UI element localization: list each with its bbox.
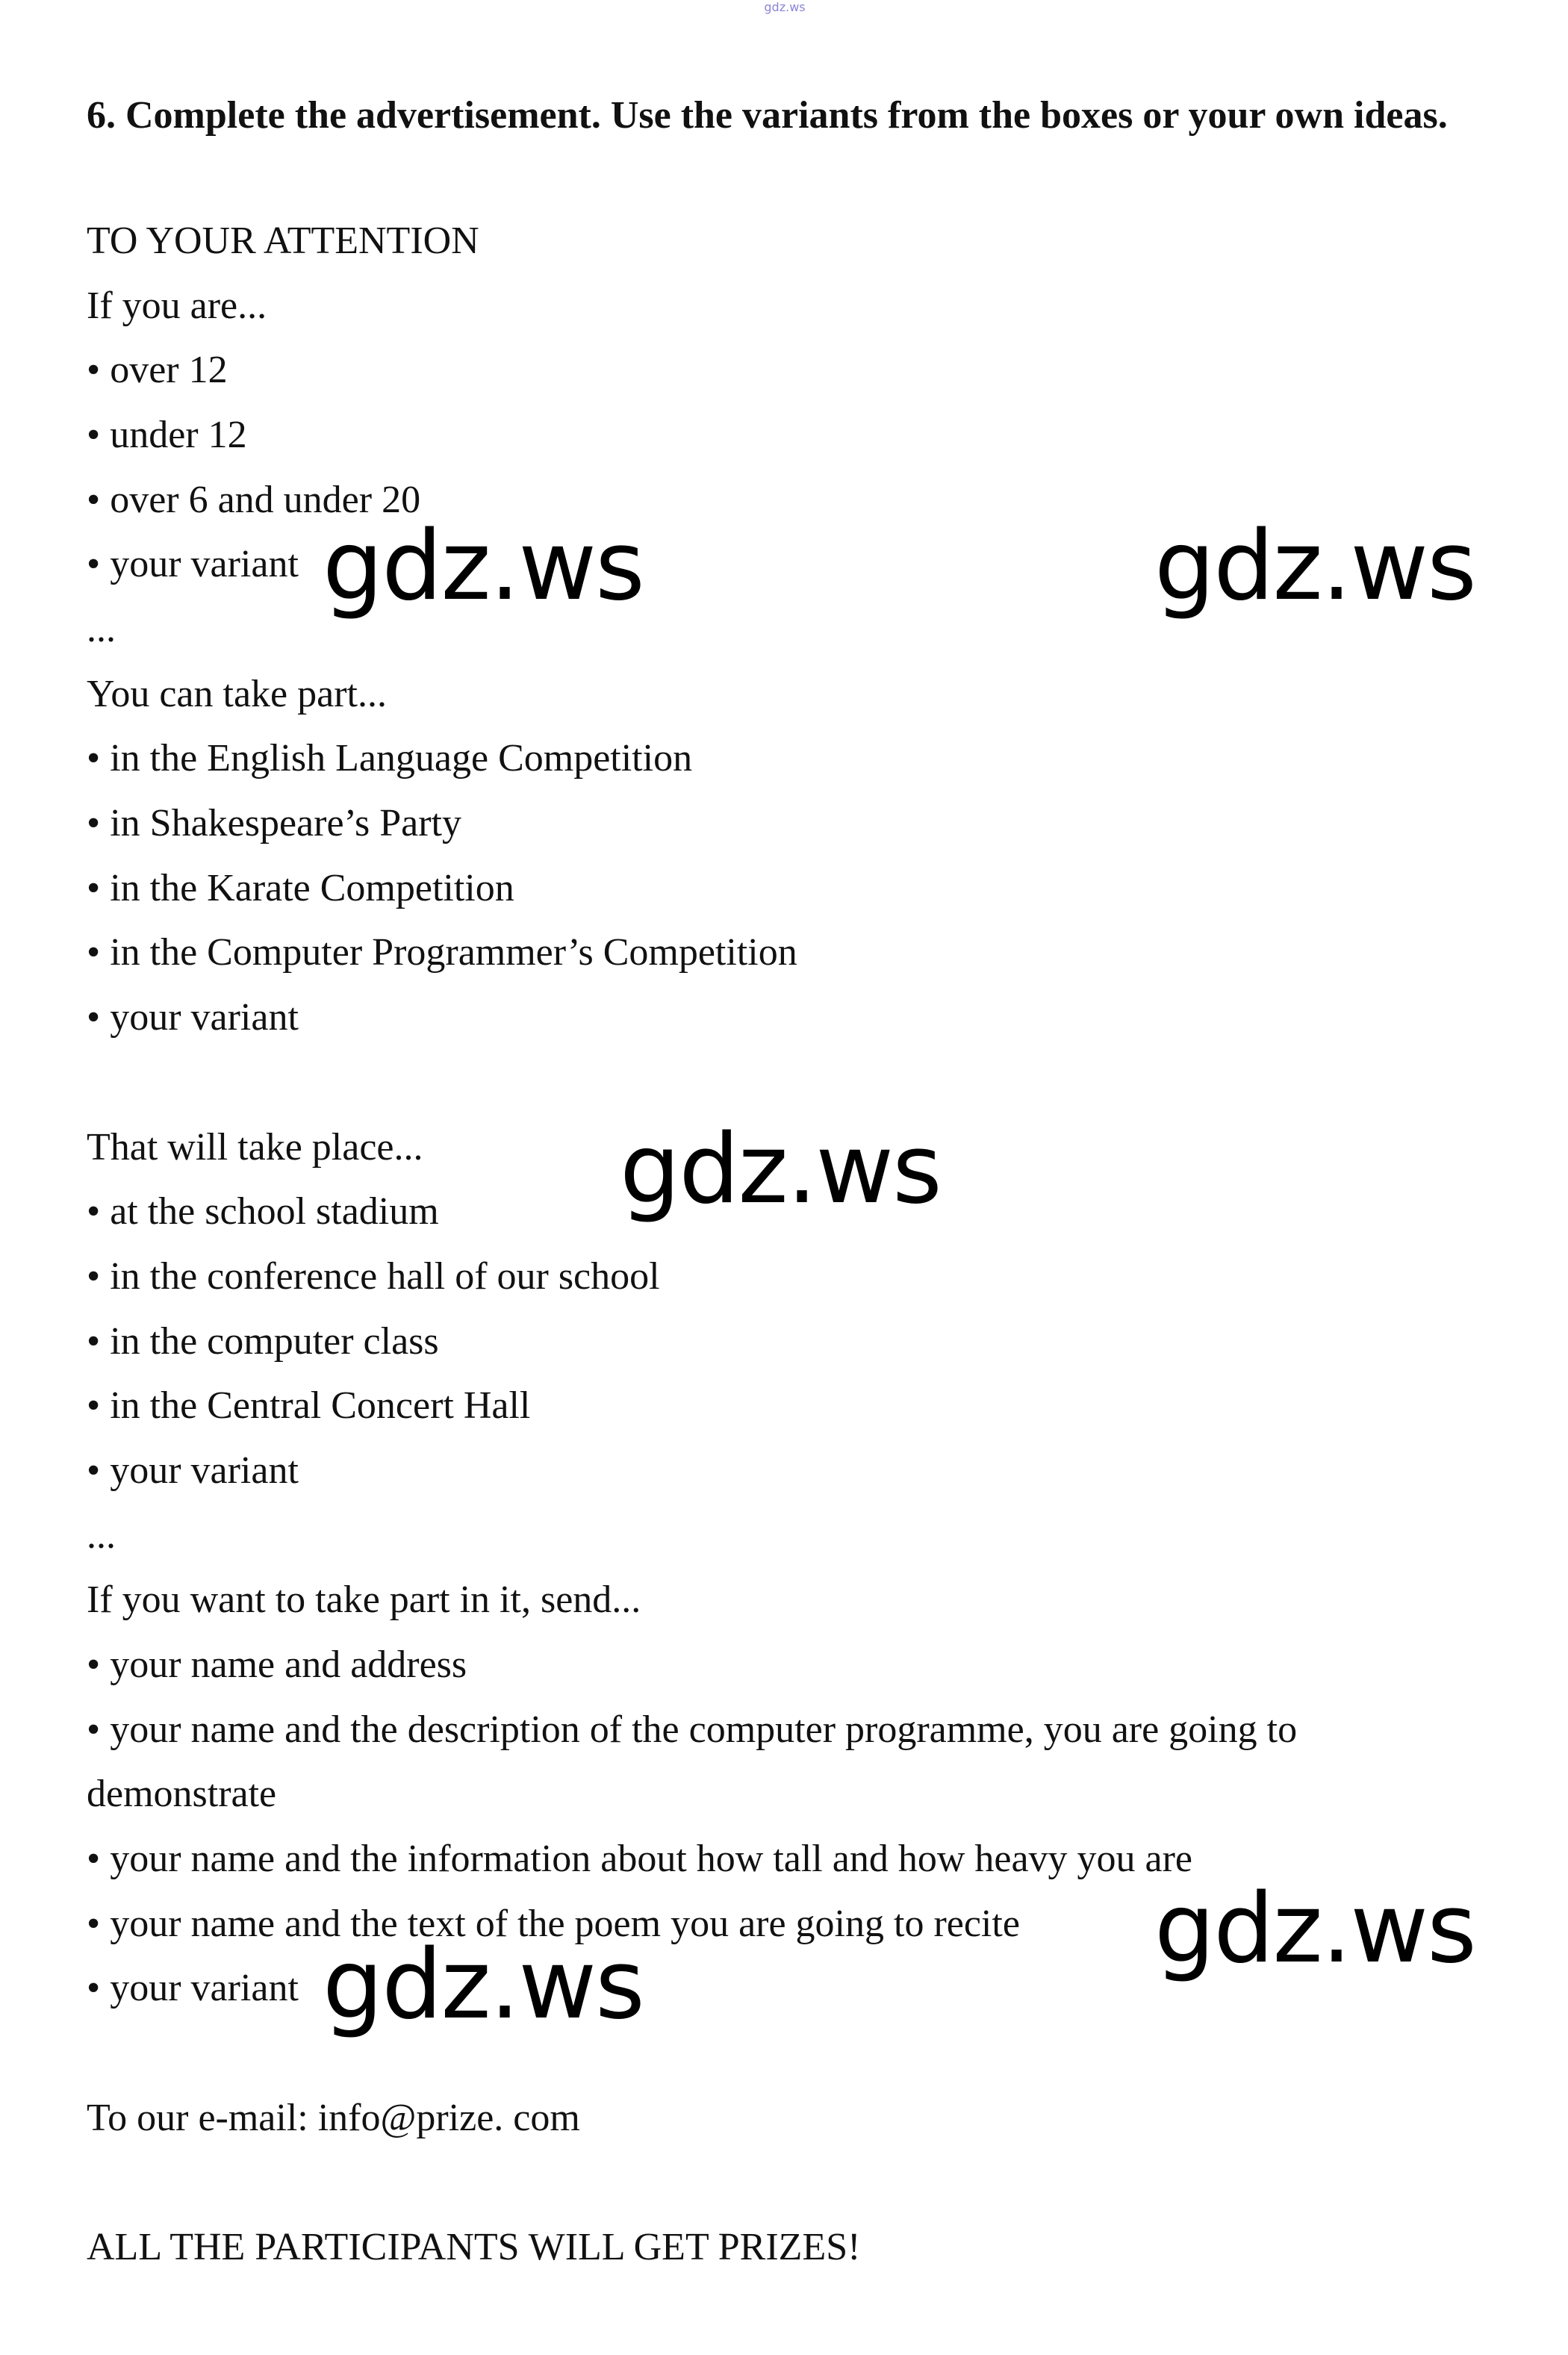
list-item: • your name and address	[87, 1643, 467, 1686]
watermark: gdz.ws	[1154, 511, 1475, 622]
list-item: • in the Central Concert Hall	[87, 1384, 531, 1427]
list-item: • your name and the description of the computer programme, you are going to demonstrate	[87, 1708, 1298, 1815]
if-you-are-intro: If you are...	[87, 284, 267, 327]
ellipsis: ...	[87, 1514, 116, 1557]
list-item: • your variant	[87, 996, 299, 1039]
list-item: • your variant	[87, 1967, 299, 2009]
email-line: To our e-mail: info@prize. com	[87, 2097, 580, 2139]
list-item: • your variant	[87, 1449, 299, 1492]
ellipsis: ...	[87, 608, 116, 650]
header-watermark: gdz.ws	[764, 0, 806, 14]
closing-line: ALL THE PARTICIPANTS WILL GET PRIZES!	[87, 2226, 861, 2268]
list-item: • at the school stadium	[87, 1190, 439, 1233]
take-place-intro: That will take place...	[87, 1126, 423, 1169]
take-part-intro: You can take part...	[87, 673, 387, 715]
send-intro: If you want to take part in it, send...	[87, 1578, 641, 1621]
list-item: • your name and the text of the poem you are going to recite	[87, 1903, 1020, 1945]
watermark: gdz.ws	[620, 1114, 941, 1225]
list-item: • your variant	[87, 543, 299, 585]
list-item: • in the Karate Competition	[87, 867, 514, 909]
list-item: • your name and the information about how tall and how heavy you are	[87, 1838, 1193, 1880]
list-item: • in the computer class	[87, 1320, 439, 1363]
attention-heading: TO YOUR ATTENTION	[87, 220, 479, 262]
watermark: gdz.ws	[323, 1929, 644, 2041]
list-item: • under 12	[87, 414, 247, 456]
watermark: gdz.ws	[323, 511, 644, 622]
list-item: • over 6 and under 20	[87, 479, 421, 521]
list-item: • in the English Language Competition	[87, 737, 693, 780]
exercise-title: 6. Complete the advertisement. Use the variants from the boxes or your own ideas.	[87, 94, 1448, 137]
list-item: • in the Computer Programmer’s Competition	[87, 931, 797, 974]
list-item: • over 12	[87, 349, 228, 391]
list-item: • in Shakespeare’s Party	[87, 802, 461, 844]
list-item: • in the conference hall of our school	[87, 1255, 660, 1298]
watermark: gdz.ws	[1154, 1873, 1475, 1985]
